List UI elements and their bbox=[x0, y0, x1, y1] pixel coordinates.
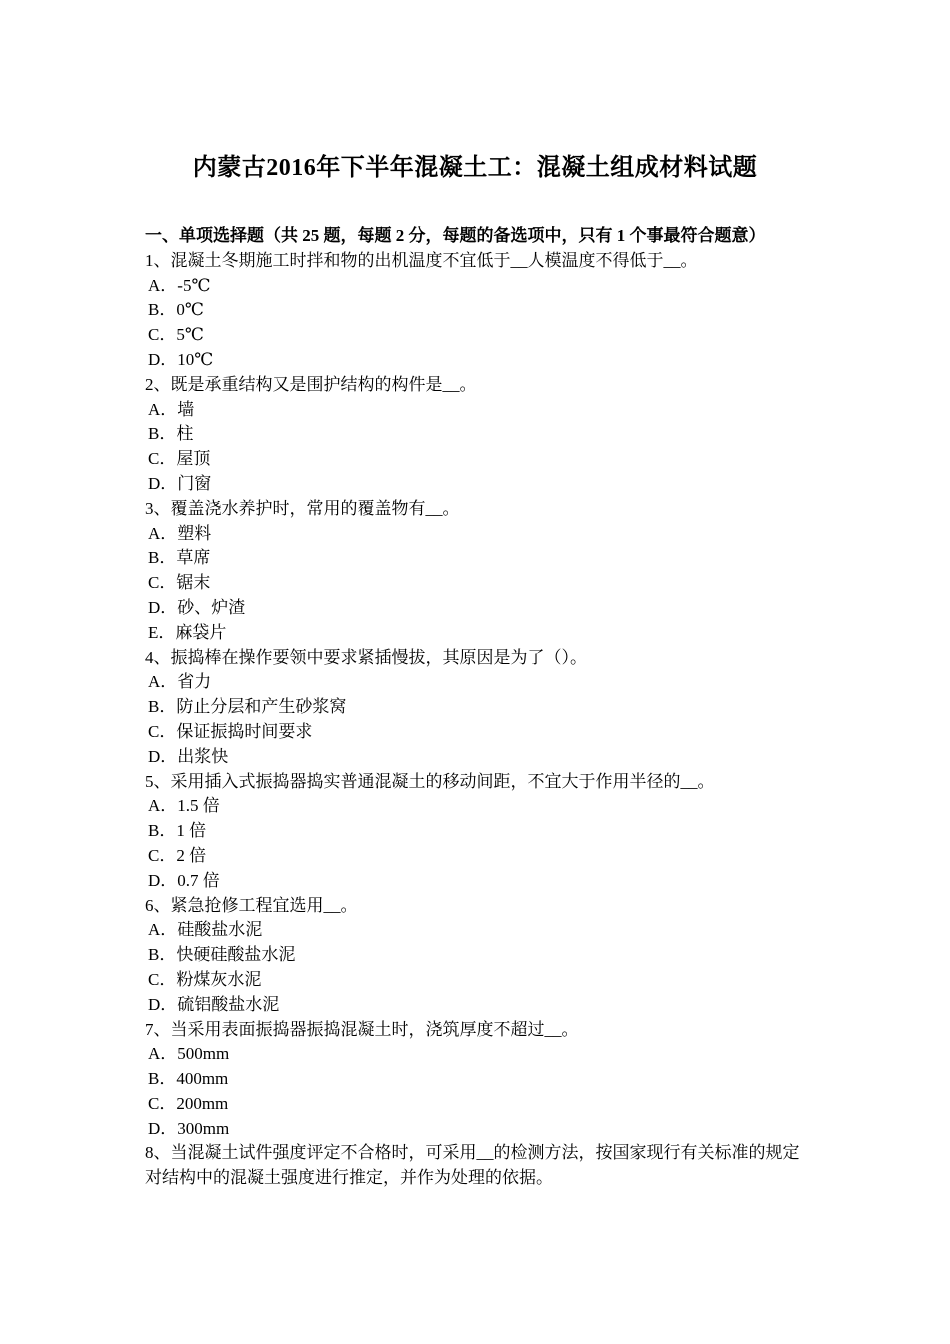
option-d: D．0.7 倍 bbox=[148, 870, 220, 890]
option-a: A．塑料 bbox=[148, 523, 212, 543]
option-a: A．500mm bbox=[148, 1044, 230, 1064]
option-c: C．2 倍 bbox=[148, 845, 207, 865]
option-d: D．门窗 bbox=[148, 473, 212, 493]
option-a: A．墙 bbox=[148, 399, 195, 419]
option-d: D．砂、炉渣 bbox=[148, 597, 246, 617]
question-text: 2、既是承重结构又是围护结构的构件是__。 bbox=[145, 374, 477, 394]
question-6 bbox=[145, 894, 810, 1018]
question-text: 6、紧急抢修工程宜选用__。 bbox=[145, 895, 358, 915]
question-1 bbox=[145, 249, 810, 373]
question-text: 1、混凝土冬期施工时拌和物的出机温度不宜低于__人模温度不得低于__。 bbox=[145, 250, 698, 270]
option-b: B．柱 bbox=[148, 424, 194, 444]
option-a: A．1.5 倍 bbox=[148, 796, 220, 816]
question-text: 5、采用插入式振捣器捣实普通混凝土的移动间距，不宜大于作用半径的__。 bbox=[145, 771, 715, 791]
option-d: D．硫铝酸盐水泥 bbox=[148, 994, 280, 1014]
document-title: 内蒙古2016年下半年混凝土工：混凝土组成材料试题 bbox=[192, 155, 758, 181]
option-e: E．麻袋片 bbox=[148, 622, 227, 642]
question-4 bbox=[145, 646, 810, 770]
question-7 bbox=[145, 1018, 810, 1142]
option-b: B．0℃ bbox=[148, 300, 204, 320]
question-text: 8、当混凝土试件强度评定不合格时，可采用__的检测方法，按国家现行有关标准的规定对结构中的混凝土强度进行推定，并作为处理的依据。 bbox=[145, 1143, 800, 1188]
question-5 bbox=[145, 770, 810, 894]
option-b: B．1 倍 bbox=[148, 821, 207, 841]
option-a: A．硅酸盐水泥 bbox=[148, 920, 263, 940]
option-d: D．出浆快 bbox=[148, 746, 229, 766]
question-text: 4、振捣棒在操作要领中要求紧插慢拔，其原因是为了（）。 bbox=[145, 647, 587, 667]
option-b: B．快硬硅酸盐水泥 bbox=[148, 945, 296, 965]
option-c: C．锯末 bbox=[148, 573, 211, 593]
option-a: A．-5℃ bbox=[148, 275, 211, 295]
option-a: A．省力 bbox=[148, 672, 212, 692]
option-d: D．300mm bbox=[148, 1118, 230, 1138]
option-b: B．防止分层和产生砂浆窝 bbox=[148, 697, 347, 717]
option-d: D．10℃ bbox=[148, 349, 214, 369]
question-8 bbox=[145, 1141, 810, 1191]
option-b: B．400mm bbox=[148, 1069, 229, 1089]
option-c: C．屋顶 bbox=[148, 449, 211, 469]
question-text: 3、覆盖浇水养护时，常用的覆盖物有__。 bbox=[145, 498, 460, 518]
section-heading: 一、单项选择题（共 25 题，每题 2 分，每题的备选项中，只有 1 个事最符合题意） bbox=[145, 226, 766, 245]
option-c: C．保证振捣时间要求 bbox=[148, 721, 313, 741]
option-c: C．200mm bbox=[148, 1093, 229, 1113]
document-body bbox=[145, 224, 810, 1191]
question-2 bbox=[145, 373, 810, 497]
option-b: B．草席 bbox=[148, 548, 211, 568]
question-text: 7、当采用表面振捣器振捣混凝土时，浇筑厚度不超过__。 bbox=[145, 1019, 579, 1039]
option-c: C．5℃ bbox=[148, 325, 204, 345]
option-c: C．粉煤灰水泥 bbox=[148, 969, 262, 989]
question-3 bbox=[145, 497, 810, 646]
